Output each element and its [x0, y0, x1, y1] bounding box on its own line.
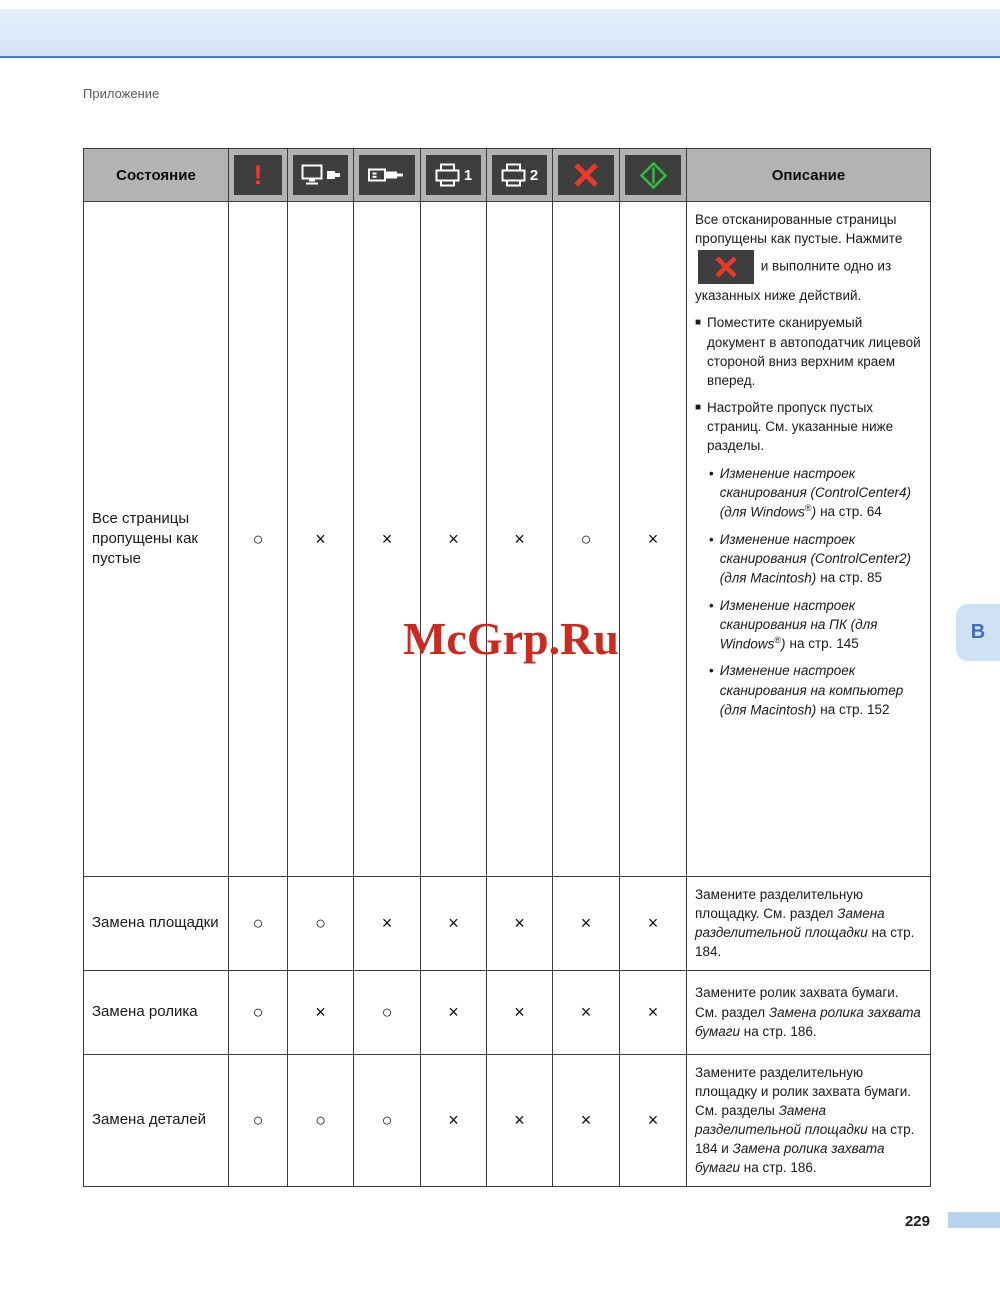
- mark-cell: ○: [229, 970, 288, 1054]
- table-row: [84, 970, 931, 1054]
- cancel-column-header: [553, 149, 620, 202]
- dot-bullet-icon: •: [709, 663, 714, 679]
- section-tab-b: B: [956, 604, 1000, 661]
- start-column-header: [620, 149, 687, 202]
- warning-icon: !: [234, 155, 282, 195]
- page-number: 229: [904, 1213, 930, 1230]
- desc-text: Изменение настроек сканирования на ПК (для Windows®) на стр. 145: [719, 597, 878, 652]
- printer1-column-header: [421, 149, 487, 202]
- mark-cell: ×: [553, 1054, 620, 1186]
- dot-bullet-icon: •: [709, 531, 714, 547]
- list-item: [695, 398, 922, 455]
- usb-column-header: [354, 149, 421, 202]
- top-banner: [0, 9, 1000, 58]
- mark-cell: ○: [229, 1054, 288, 1186]
- mark-cell: ○: [553, 202, 620, 877]
- mark-cell: ×: [487, 1054, 553, 1186]
- status-cell: Замена ролика: [84, 970, 229, 1054]
- description-paragraph: [695, 210, 922, 305]
- breadcrumb: Приложение: [83, 86, 160, 101]
- list-item: [695, 313, 922, 390]
- mark-cell: ×: [288, 970, 354, 1054]
- mark-cell: ○: [288, 1054, 354, 1186]
- mark-cell: ×: [487, 202, 553, 877]
- dot-bullet-icon: •: [709, 597, 714, 613]
- printer-1-icon: 1: [426, 155, 481, 195]
- status-cell: Все страницы пропущены как пустые: [84, 202, 229, 877]
- description-cell: Замените ролик захвата бумаги. См. раздел Замена ролика захвата бумаги на стр. 186.: [687, 970, 931, 1054]
- mark-cell: ○: [354, 1054, 421, 1186]
- mark-cell: ×: [354, 202, 421, 877]
- cancel-x-icon: [558, 155, 614, 195]
- sub-list-item: [695, 661, 922, 719]
- table-row: [84, 202, 931, 877]
- sub-list-item: [695, 596, 922, 654]
- desc-text: Все отсканированные страницы пропущены как пустые. Нажмите: [695, 212, 903, 247]
- description-cell: Замените разделительную площадку. См. раздел Замена разделительной площадки на стр. 184.: [687, 877, 931, 971]
- sub-list-item: [695, 464, 922, 522]
- computer-connection-icon: [293, 155, 348, 195]
- mark-cell: ×: [620, 202, 687, 877]
- dot-bullet-icon: •: [709, 465, 714, 481]
- mark-cell: ×: [487, 877, 553, 971]
- cancel-key-icon: [698, 250, 754, 284]
- watermark: McGrp.Ru: [403, 613, 619, 664]
- mark-cell: ×: [553, 877, 620, 971]
- mark-cell: ×: [288, 202, 354, 877]
- page-number-bar: [948, 1212, 1000, 1228]
- desc-text: Изменение настроек сканирования на компьютер (для Macintosh) на стр. 152: [719, 663, 904, 718]
- desc-text: Изменение настроек сканирования (ControlCenter2) (для Macintosh) на стр. 85: [719, 531, 912, 586]
- square-bullet-icon: ■: [695, 402, 702, 414]
- sub-list-item: [695, 530, 922, 588]
- status-cell: Замена деталей: [84, 1054, 229, 1186]
- mark-cell: ○: [288, 877, 354, 971]
- table-header-row: [84, 149, 931, 202]
- status-column-header: Состояние: [84, 149, 229, 202]
- mark-cell: ×: [421, 970, 487, 1054]
- mark-cell: ○: [229, 202, 288, 877]
- pc-column-header: [288, 149, 354, 202]
- mark-cell: ×: [620, 1054, 687, 1186]
- table-row: [84, 1054, 931, 1186]
- mark-cell: ×: [553, 970, 620, 1054]
- status-table: [83, 148, 931, 1187]
- desc-text: Изменение настроек сканирования (ControlCenter4) (для Windows®) на стр. 64: [719, 465, 912, 520]
- mark-cell: ×: [620, 970, 687, 1054]
- warning-column-header: [229, 149, 288, 202]
- start-diamond-icon: [625, 155, 681, 195]
- description-column-header: Описание: [687, 149, 931, 202]
- mark-cell: ×: [354, 877, 421, 971]
- usb-icon: [359, 155, 415, 195]
- desc-text: Поместите сканируемый документ в автоподатчик лицевой стороной вниз верхним краем вперед.: [707, 315, 921, 388]
- mark-cell: ○: [229, 877, 288, 971]
- mark-cell: ×: [421, 1054, 487, 1186]
- mark-cell: ×: [620, 877, 687, 971]
- mark-cell: ×: [487, 970, 553, 1054]
- description-cell: Замените разделительную площадку и ролик захвата бумаги. См. разделы Замена разделительной площадки на стр. 184 и Замена ролика захвата бумаги на стр. 186.: [687, 1054, 931, 1186]
- description-cell: [687, 202, 931, 877]
- table-row: [84, 877, 931, 971]
- desc-text: Настройте пропуск пустых страниц. См. указанные ниже разделы.: [707, 400, 894, 454]
- status-cell: Замена площадки: [84, 877, 229, 971]
- square-bullet-icon: ■: [695, 317, 702, 329]
- mark-cell: ×: [421, 202, 487, 877]
- printer-2-icon: 2: [492, 155, 547, 195]
- mark-cell: ×: [421, 877, 487, 971]
- printer2-column-header: [487, 149, 553, 202]
- desc-text: и выполните одно из указанных ниже действий.: [695, 258, 892, 304]
- mark-cell: ○: [354, 970, 421, 1054]
